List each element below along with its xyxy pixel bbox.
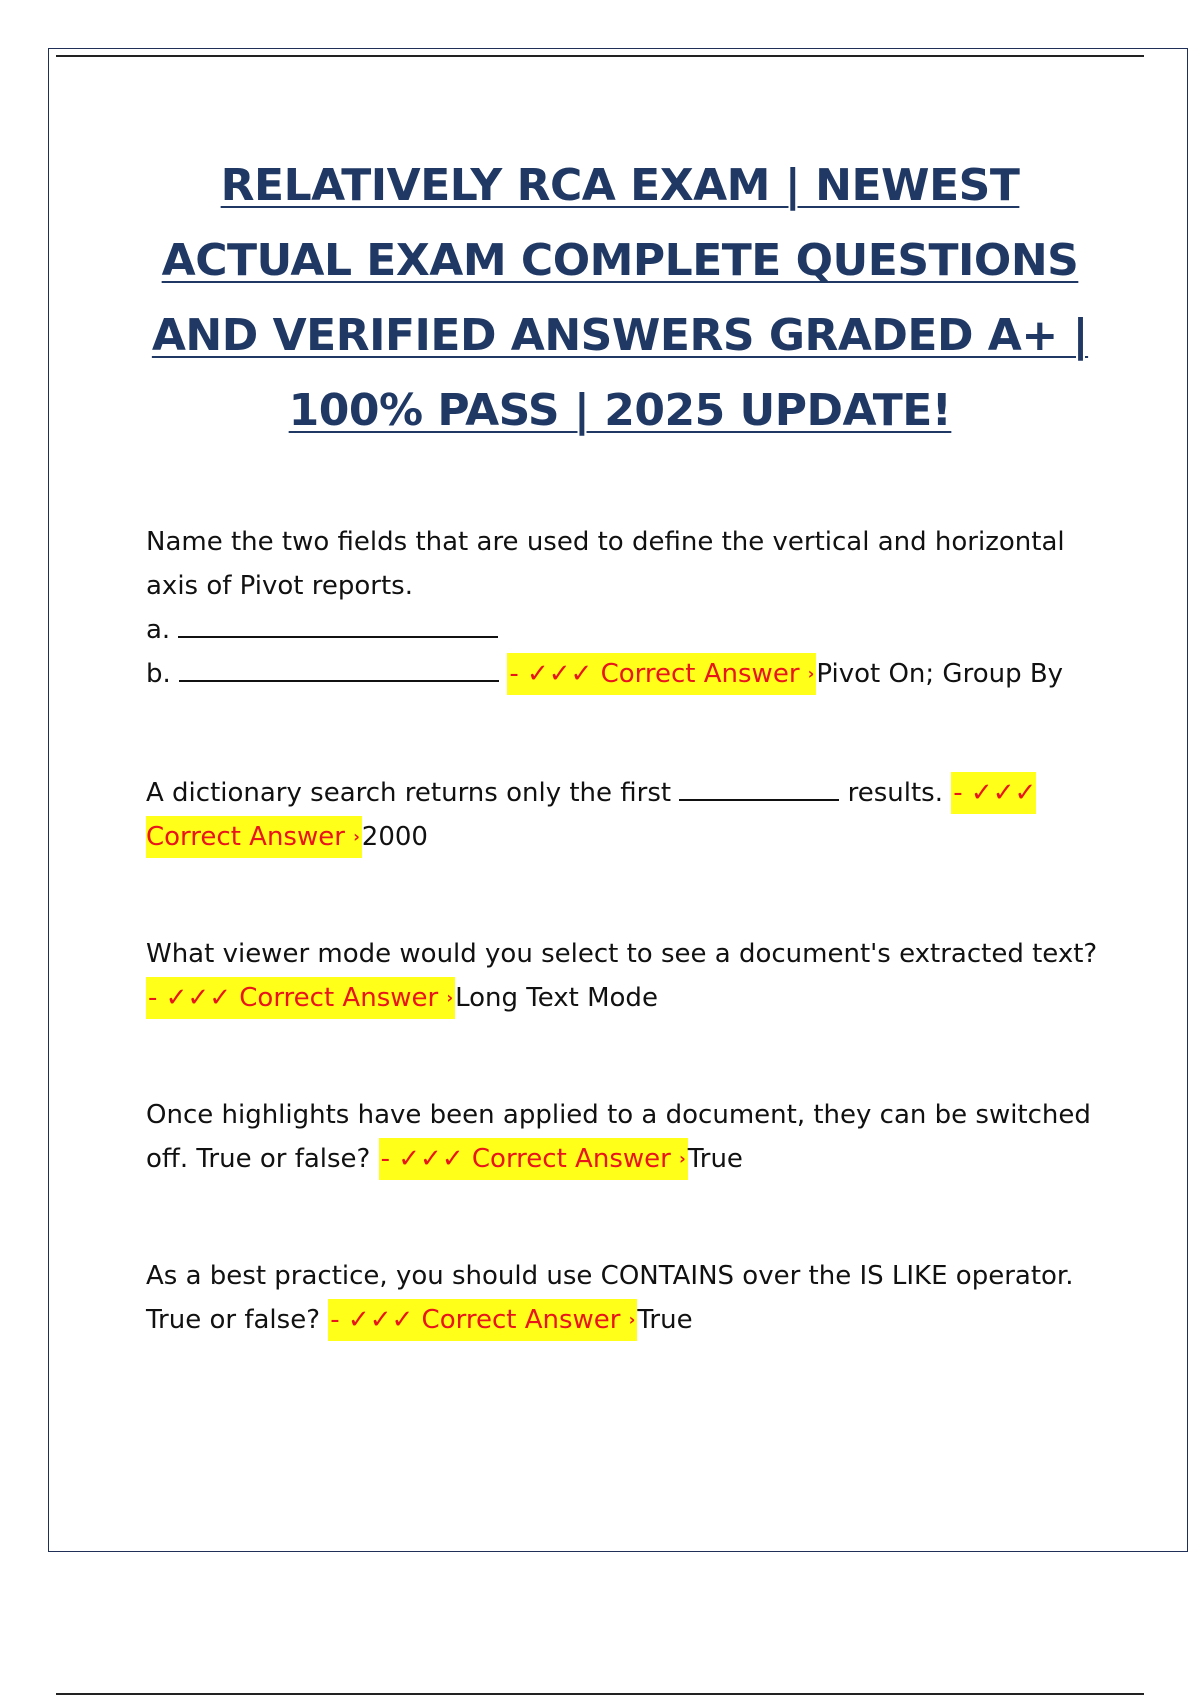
- correct-answer-label: - ✓✓✓ Correct Answer: [146, 778, 1037, 852]
- blank-b: [146, 652, 1106, 699]
- blank-b-label: b.: [146, 659, 171, 689]
- blank-a-line: [178, 610, 498, 638]
- answer-text: True: [687, 1144, 743, 1174]
- chevron-right-icon: ›: [446, 988, 454, 1007]
- blank-a: [146, 608, 1106, 652]
- question-text: A dictionary search returns only the first: [146, 778, 672, 808]
- correct-answer-tag: [328, 1299, 637, 1341]
- question-text: As a best practice, you should use CONTAINS over the IS LIKE operator. True or false?: [146, 1261, 1074, 1335]
- title-line-1: RELATIVELY RCA EXAM | NEWEST: [220, 160, 1020, 211]
- question-3: [146, 932, 1106, 1023]
- correct-answer-tag: [379, 1138, 688, 1180]
- title-line-3: AND VERIFIED ANSWERS GRADED A+ |: [151, 310, 1089, 361]
- chevron-right-icon: ›: [807, 664, 815, 683]
- correct-answer-label: - ✓✓✓ Correct Answer: [509, 659, 800, 689]
- blank-line: [679, 773, 839, 801]
- title-line-2: ACTUAL EXAM COMPLETE QUESTIONS: [161, 235, 1079, 286]
- title-line-4: 100% PASS | 2025 UPDATE!: [288, 385, 952, 436]
- question-text: Once highlights have been applied to a document, they can be switched off. True or false?: [146, 1100, 1091, 1174]
- document-title: [100, 148, 1140, 448]
- answer-text: Pivot On; Group By: [816, 659, 1064, 689]
- chevron-right-icon: ›: [353, 827, 360, 846]
- answer-text: True: [637, 1305, 693, 1335]
- blank-a-label: a.: [146, 615, 171, 645]
- answer-text: Long Text Mode: [455, 983, 658, 1013]
- correct-answer-label: - ✓✓✓ Correct Answer: [148, 983, 439, 1013]
- chevron-right-icon: ›: [679, 1149, 686, 1168]
- chevron-right-icon: ›: [628, 1310, 636, 1329]
- correct-answer-tag: [146, 977, 455, 1019]
- correct-answer-label: - ✓✓✓ Correct Answer: [330, 1305, 621, 1335]
- question-text: What viewer mode would you select to see a document's extracted text?: [146, 939, 1098, 969]
- answer-text: 2000: [361, 822, 428, 852]
- question-text-end: results.: [847, 778, 943, 808]
- question-5: [146, 1254, 1106, 1345]
- blank-b-line: [179, 654, 499, 682]
- bottom-rule: [56, 1693, 1144, 1695]
- question-text: Name the two fields that are used to define the vertical and horizontal axis of Pivot reports.: [146, 527, 1065, 601]
- correct-answer-tag: [507, 653, 816, 695]
- question-1: [146, 520, 1106, 699]
- question-4: [146, 1093, 1106, 1184]
- correct-answer-label: - ✓✓✓ Correct Answer: [380, 1144, 671, 1174]
- question-list: [146, 520, 1106, 1345]
- question-2: [146, 771, 1106, 862]
